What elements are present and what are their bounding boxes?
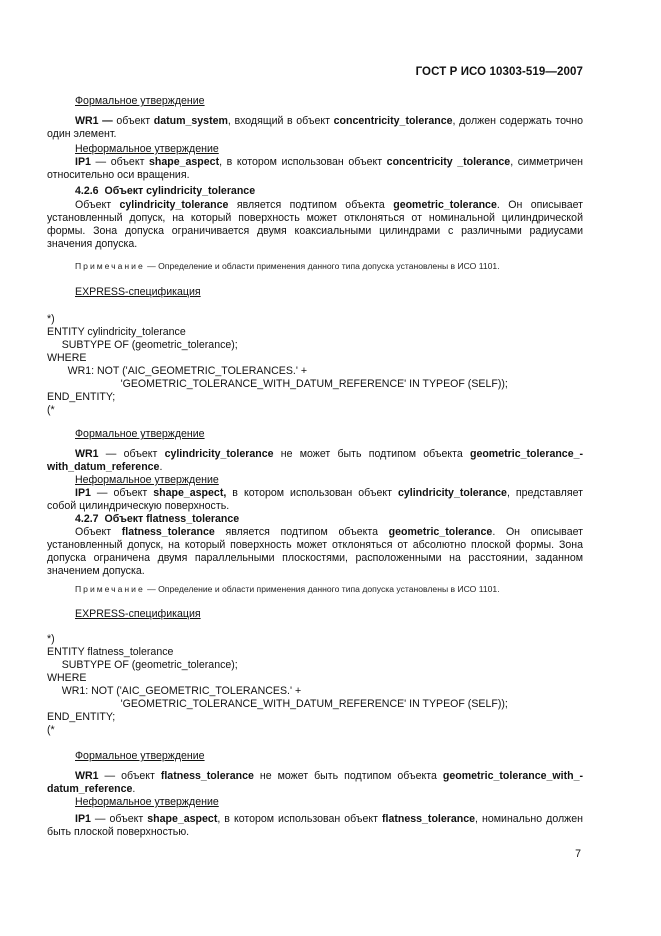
ip1-concentricity: IP1 — объект shape_aspect, в котором использован объект concentricity _tolerance, симметричен относительно оси вращения. <box>47 156 583 181</box>
flatness-description: Объект flatness_tolerance является подтипом объекта geometric_tolerance. Он описывает установленный допуск, на который поверхность может отклоняться от абсолютно плоской формы. Зона допуска ограничена двумя параллельными плоскостями, расположенными на расстоянии, заданном значением допуска. <box>47 526 583 577</box>
informal-statement-label: Неформальное утверждение <box>75 796 219 808</box>
ip1-cylindricity: IP1 — объект shape_aspect, в котором использован объект cylindricity_tolerance, представляет собой цилиндрическую поверхность. <box>47 487 583 512</box>
note-4-2-6: Примечание — Определение и области применения данного типа допуска установлены в ИСО 1101. <box>75 261 500 271</box>
ip1-label: IP1 <box>75 156 91 168</box>
express-code-cylindricity: *) ENTITY cylindricity_tolerance SUBTYPE OF (geometric_tolerance); WHERE WR1: NOT ('AIC_GEOMETRIC_TOLERANCES.' + 'GEOMETRIC_TOLERANCE_WITH_DATUM_REFERENCE' IN TYPEOF (SELF)); END_ENTITY; (* <box>47 313 508 416</box>
page-number: 7 <box>575 848 581 860</box>
section-heading-4-2-7: 4.2.7 Объект flatness_tolerance <box>75 513 240 525</box>
informal-statement-label: Неформальное утверждение <box>75 143 219 155</box>
formal-statement-label: Формальное утверждение <box>75 428 205 440</box>
ip1-flatness: IP1 — объект shape_aspect, в котором использован объект flatness_tolerance, номинально должен быть плоской поверхностью. <box>47 813 583 838</box>
note-4-2-7: Примечание — Определение и области применения данного типа допуска установлены в ИСО 1101. <box>75 584 500 594</box>
express-spec-label: EXPRESS-спецификация <box>75 286 201 298</box>
section-heading-4-2-6: 4.2.6 Объект cylindricity_tolerance <box>75 185 256 197</box>
formal-statement-label: Формальное утверждение <box>75 95 205 107</box>
wr1-label: WR1 — <box>75 115 113 127</box>
express-spec-label: EXPRESS-спецификация <box>75 608 201 620</box>
document-id: ГОСТ Р ИСО 10303-519—2007 <box>415 66 583 78</box>
express-code-flatness: *) ENTITY flatness_tolerance SUBTYPE OF (geometric_tolerance); WHERE WR1: NOT ('AIC_GEOMETRIC_TOLERANCES.' + 'GEOMETRIC_TOLERANCE_WITH_DATUM_REFERENCE' IN TYPEOF (SELF)); END_ENTITY; (* <box>47 633 508 736</box>
wr1-cylindricity: WR1 — объект cylindricity_tolerance не может быть подтипом объекта geometric_tolerance_-with_datum_reference. <box>47 448 584 473</box>
wr1-concentricity: WR1 — объект datum_system, входящий в объект concentricity_tolerance, должен содержать точно один элемент. <box>47 115 583 140</box>
wr1-flatness: WR1 — объект flatness_tolerance не может быть подтипом объекта geometric_tolerance_with_-datum_reference. <box>47 770 583 795</box>
informal-statement-label: Неформальное утверждение <box>75 474 219 486</box>
cylindricity-description: Объект cylindricity_tolerance является подтипом объекта geometric_tolerance. Он описывает установленный допуск, на который поверхность может отклоняться от номинальной цилиндрической формы. Зона допуска ограничивается двумя коаксиальными цилиндрами с различными радиусами значения допуска. <box>47 199 583 250</box>
formal-statement-label: Формальное утверждение <box>75 750 205 762</box>
